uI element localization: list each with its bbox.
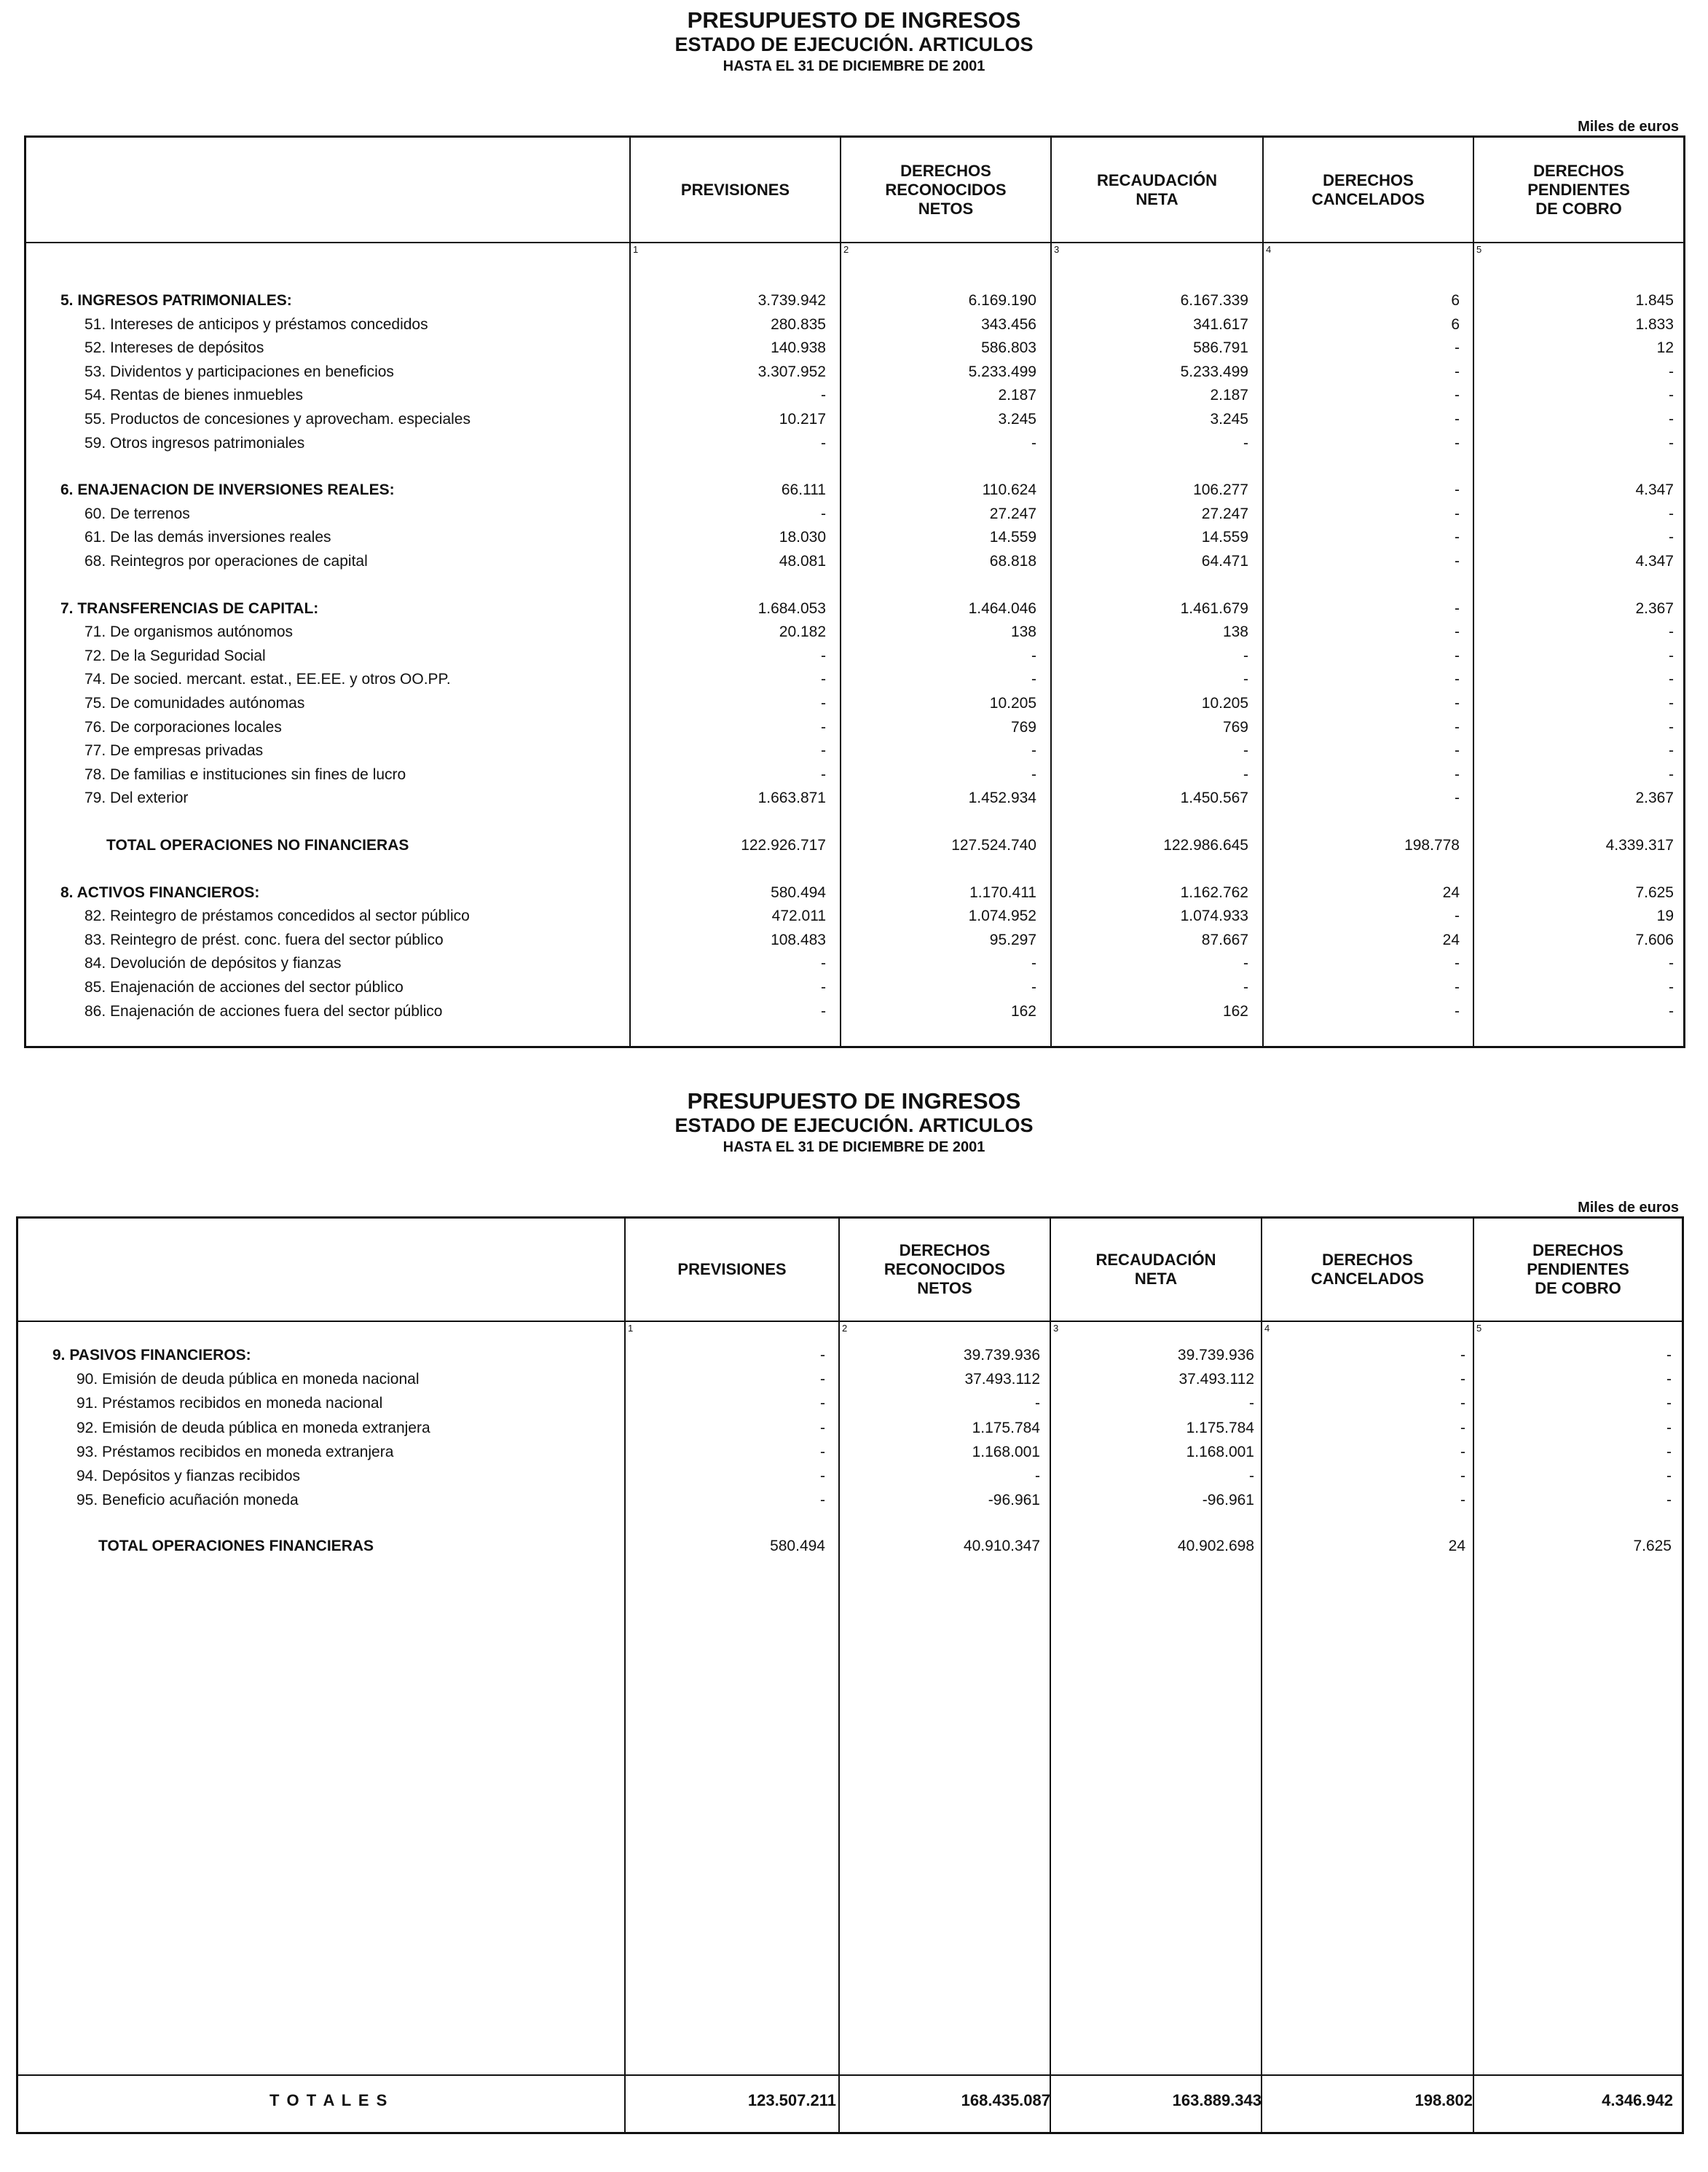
row-value-col-5: - bbox=[1669, 742, 1674, 760]
totals-previsiones: 123.507.211 bbox=[747, 2091, 836, 2109]
row-value-col-5: - bbox=[1666, 1419, 1672, 1436]
row-value-col-1: 140.938 bbox=[771, 339, 826, 357]
row-label: 74. De socied. mercant. estat., EE.EE. y otros OO.PP. bbox=[84, 671, 451, 688]
table-row bbox=[26, 739, 1683, 763]
row-value-col-5: - bbox=[1669, 434, 1674, 452]
table-row bbox=[26, 526, 1683, 549]
row-value-col-5: - bbox=[1669, 387, 1674, 404]
row-value-col-5: - bbox=[1666, 1395, 1672, 1412]
row-value-col-1: 122.926.717 bbox=[741, 837, 826, 854]
row-label: 72. De la Seguridad Social bbox=[84, 647, 266, 664]
row-label: 85. Enajenación de acciones del sector público bbox=[84, 979, 404, 996]
row-value-col-2: - bbox=[1031, 434, 1036, 452]
row-value-col-3: 1.175.784 bbox=[1186, 1419, 1254, 1436]
row-value-col-3: - bbox=[1243, 955, 1248, 972]
row-value-col-5: - bbox=[1669, 766, 1674, 783]
table-row bbox=[18, 1441, 1682, 1464]
row-value-col-4: - bbox=[1455, 647, 1460, 664]
row-value-col-2: 6.169.190 bbox=[968, 292, 1036, 309]
row-value-col-3: - bbox=[1243, 979, 1248, 996]
row-value-col-4: - bbox=[1455, 481, 1460, 499]
row-label: 5. INGRESOS PATRIMONIALES: bbox=[60, 292, 292, 309]
row-value-col-2: 1.452.934 bbox=[968, 790, 1036, 807]
row-value-col-3: 87.667 bbox=[1201, 931, 1248, 948]
row-value-col-2: 586.803 bbox=[981, 339, 1036, 357]
table-row bbox=[26, 787, 1683, 810]
row-value-col-5: 1.833 bbox=[1635, 315, 1674, 333]
row-label: 83. Reintegro de prést. conc. fuera del sector público bbox=[84, 931, 444, 948]
row-value-col-4: - bbox=[1455, 505, 1460, 522]
row-value-col-3: - bbox=[1249, 1395, 1254, 1412]
row-value-col-5: - bbox=[1669, 695, 1674, 712]
row-value-col-3: 1.074.933 bbox=[1180, 908, 1248, 925]
row-value-col-1: 472.011 bbox=[771, 908, 826, 925]
table-row bbox=[26, 1000, 1683, 1023]
row-value-col-4: - bbox=[1455, 434, 1460, 452]
row-value-col-1: - bbox=[820, 1419, 825, 1436]
row-value-col-3: - bbox=[1243, 434, 1248, 452]
report-title: PRESUPUESTO DE INGRESOS bbox=[687, 1088, 1021, 1114]
row-value-col-2: - bbox=[1031, 647, 1036, 664]
row-value-col-4: - bbox=[1455, 979, 1460, 996]
row-value-col-3: 1.450.567 bbox=[1180, 790, 1248, 807]
row-label: 68. Reintegros por operaciones de capital bbox=[84, 553, 368, 570]
row-value-col-2: 1.168.001 bbox=[972, 1443, 1040, 1460]
row-value-col-5: - bbox=[1669, 411, 1674, 428]
row-value-col-5: 4.347 bbox=[1635, 553, 1674, 570]
row-value-col-1: 280.835 bbox=[771, 315, 826, 333]
row-value-col-4: - bbox=[1455, 529, 1460, 546]
row-value-col-4: - bbox=[1455, 908, 1460, 925]
row-value-col-3: 64.471 bbox=[1201, 553, 1248, 570]
row-value-col-2: 10.205 bbox=[989, 695, 1036, 712]
row-value-col-4: - bbox=[1455, 339, 1460, 357]
header-divider bbox=[18, 1321, 1682, 1322]
column-header-derechos-reconocidos: DERECHOS RECONOCIDOS NETOS bbox=[883, 1241, 1006, 1297]
row-value-col-1: - bbox=[821, 695, 826, 712]
table-row bbox=[18, 1392, 1682, 1415]
column-header-previsiones: PREVISIONES bbox=[680, 180, 790, 199]
row-value-col-1: - bbox=[821, 718, 826, 736]
column-number: 4 bbox=[1266, 244, 1272, 255]
row-value-col-5: - bbox=[1669, 1002, 1674, 1020]
table-row bbox=[26, 384, 1683, 407]
column-number: 5 bbox=[1476, 1323, 1482, 1334]
row-label: 53. Dividentos y participaciones en beneficios bbox=[84, 363, 394, 380]
row-value-col-4: 24 bbox=[1442, 884, 1460, 901]
row-value-col-2: 1.170.411 bbox=[969, 884, 1036, 901]
row-value-col-3: - bbox=[1243, 671, 1248, 688]
row-label: 82. Reintegro de préstamos concedidos al sector público bbox=[84, 908, 470, 925]
row-value-col-5: - bbox=[1669, 671, 1674, 688]
table-row bbox=[26, 976, 1683, 999]
row-value-col-1: 580.494 bbox=[770, 1538, 825, 1555]
row-value-col-3: 1.162.762 bbox=[1180, 884, 1248, 901]
row-value-col-3: 37.493.112 bbox=[1178, 1371, 1254, 1388]
row-label: 86. Enajenación de acciones fuera del sector público bbox=[84, 1002, 443, 1020]
row-value-col-3: 162 bbox=[1222, 1002, 1248, 1020]
row-value-col-1: - bbox=[821, 766, 826, 783]
row-label: 95. Beneficio acuñación moneda bbox=[76, 1492, 299, 1509]
row-value-col-5: - bbox=[1669, 647, 1674, 664]
row-value-col-4: - bbox=[1455, 363, 1460, 380]
subtotal-row bbox=[26, 834, 1683, 857]
row-value-col-5: - bbox=[1669, 623, 1674, 641]
row-value-col-1: 580.494 bbox=[771, 884, 826, 901]
row-value-col-2: - bbox=[1035, 1468, 1040, 1484]
row-value-col-2: 5.233.499 bbox=[968, 363, 1036, 380]
table-row bbox=[26, 550, 1683, 573]
row-value-col-2: 2.187 bbox=[998, 387, 1036, 404]
report-date: HASTA EL 31 DE DICIEMBRE DE 2001 bbox=[723, 58, 985, 74]
row-value-col-3: 1.461.679 bbox=[1180, 599, 1248, 617]
row-value-col-2: 27.247 bbox=[989, 505, 1036, 522]
row-value-col-1: - bbox=[820, 1347, 825, 1364]
ledger-table bbox=[16, 1216, 1684, 2134]
row-value-col-2: - bbox=[1031, 955, 1036, 972]
report-subtitle: ESTADO DE EJECUCIÓN. ARTICULOS bbox=[674, 34, 1034, 55]
totals-derechos-cancelados: 198.802 bbox=[1414, 2091, 1473, 2109]
section-row bbox=[26, 479, 1683, 502]
row-value-col-2: -96.961 bbox=[988, 1492, 1040, 1509]
row-label: 84. Devolución de depósitos y fianzas bbox=[84, 955, 342, 972]
row-value-col-5: 4.347 bbox=[1635, 481, 1674, 499]
row-value-col-3: 5.233.499 bbox=[1180, 363, 1248, 380]
table-row bbox=[18, 1465, 1682, 1488]
row-value-col-3: - bbox=[1243, 766, 1248, 783]
row-value-col-5: - bbox=[1669, 955, 1674, 972]
table-row bbox=[26, 929, 1683, 952]
row-value-col-1: - bbox=[821, 955, 826, 972]
row-value-col-4: - bbox=[1455, 671, 1460, 688]
row-value-col-3: 341.617 bbox=[1193, 315, 1248, 333]
row-value-col-4: 198.778 bbox=[1404, 837, 1460, 854]
row-value-col-1: 108.483 bbox=[771, 931, 826, 948]
row-value-col-5: 19 bbox=[1656, 908, 1674, 925]
column-number: 4 bbox=[1264, 1323, 1270, 1334]
row-value-col-1: - bbox=[821, 387, 826, 404]
row-value-col-4: - bbox=[1455, 623, 1460, 641]
row-value-col-4: - bbox=[1455, 695, 1460, 712]
row-value-col-4: - bbox=[1460, 1347, 1465, 1364]
row-value-col-3: 2.187 bbox=[1210, 387, 1248, 404]
column-header-derechos-pendientes: DERECHOS PENDIENTES DE COBRO bbox=[1527, 161, 1630, 218]
column-number: 3 bbox=[1053, 1323, 1059, 1334]
table-row bbox=[26, 692, 1683, 715]
row-value-col-3: -96.961 bbox=[1202, 1492, 1254, 1509]
row-value-col-1: - bbox=[820, 1371, 825, 1388]
section-row bbox=[26, 289, 1683, 312]
row-value-col-4: - bbox=[1460, 1395, 1465, 1412]
row-value-col-2: 1.464.046 bbox=[968, 599, 1036, 617]
report-subtitle: ESTADO DE EJECUCIÓN. ARTICULOS bbox=[674, 1114, 1034, 1136]
row-value-col-4: - bbox=[1460, 1443, 1465, 1460]
row-value-col-1: 18.030 bbox=[779, 529, 826, 546]
column-header-derechos-cancelados: DERECHOS CANCELADOS bbox=[1310, 1251, 1425, 1288]
row-value-col-1: - bbox=[821, 647, 826, 664]
table-row bbox=[18, 1368, 1682, 1391]
row-value-col-5: - bbox=[1669, 718, 1674, 736]
row-value-col-3: 10.205 bbox=[1201, 695, 1248, 712]
row-label: 76. De corporaciones locales bbox=[84, 718, 282, 736]
row-value-col-1: - bbox=[820, 1468, 825, 1484]
table-row bbox=[26, 408, 1683, 431]
row-value-col-4: - bbox=[1460, 1492, 1465, 1509]
row-value-col-5: - bbox=[1669, 529, 1674, 546]
row-label: 8. ACTIVOS FINANCIEROS: bbox=[60, 884, 260, 901]
row-label: 7. TRANSFERENCIAS DE CAPITAL: bbox=[60, 599, 319, 617]
row-label: 55. Productos de concesiones y aprovecham. especiales bbox=[84, 411, 471, 428]
row-value-col-1: 48.081 bbox=[779, 553, 826, 570]
row-value-col-4: - bbox=[1455, 742, 1460, 760]
row-value-col-1: - bbox=[820, 1492, 825, 1509]
row-value-col-2: 39.739.936 bbox=[963, 1347, 1040, 1364]
table-row bbox=[26, 668, 1683, 691]
row-value-col-1: 1.684.053 bbox=[757, 599, 826, 617]
row-label: 61. De las demás inversiones reales bbox=[84, 529, 331, 546]
row-value-col-2: - bbox=[1031, 742, 1036, 760]
column-number: 1 bbox=[628, 1323, 634, 1334]
row-label: 51. Intereses de anticipos y préstamos concedidos bbox=[84, 315, 428, 333]
totals-recaudacion: 163.889.343 bbox=[1172, 2091, 1262, 2109]
row-value-col-2: 3.245 bbox=[998, 411, 1036, 428]
column-number: 5 bbox=[1476, 244, 1482, 255]
row-value-col-2: 14.559 bbox=[989, 529, 1036, 546]
column-header-derechos-reconocidos: DERECHOS RECONOCIDOS NETOS bbox=[885, 161, 1007, 218]
row-value-col-1: 66.111 bbox=[781, 481, 826, 499]
row-value-col-5: - bbox=[1669, 979, 1674, 996]
row-label: 91. Préstamos recibidos en moneda nacional bbox=[76, 1395, 383, 1412]
row-label: 79. Del exterior bbox=[84, 790, 189, 807]
column-number: 2 bbox=[843, 244, 849, 255]
row-value-col-2: 769 bbox=[1010, 718, 1036, 736]
row-value-col-5: 12 bbox=[1656, 339, 1674, 357]
row-label: 9. PASIVOS FINANCIEROS: bbox=[52, 1347, 251, 1364]
row-value-col-5: 7.606 bbox=[1635, 931, 1674, 948]
row-value-col-1: - bbox=[821, 1002, 826, 1020]
table-row bbox=[26, 337, 1683, 360]
row-value-col-5: - bbox=[1666, 1492, 1672, 1509]
row-value-col-5: - bbox=[1666, 1347, 1672, 1364]
subtotal-row bbox=[18, 1535, 1682, 1558]
row-value-col-1: - bbox=[821, 742, 826, 760]
table-row bbox=[26, 503, 1683, 526]
row-value-col-5: - bbox=[1669, 505, 1674, 522]
table-row bbox=[26, 621, 1683, 644]
row-value-col-2: 37.493.112 bbox=[964, 1371, 1040, 1388]
row-value-col-5: - bbox=[1666, 1371, 1672, 1388]
row-label: 78. De familias e instituciones sin fines de lucro bbox=[84, 766, 406, 783]
row-value-col-4: - bbox=[1455, 599, 1460, 617]
totals-derechos-pendientes: 4.346.942 bbox=[1602, 2091, 1673, 2109]
row-value-col-5: - bbox=[1669, 363, 1674, 380]
row-value-col-1: - bbox=[820, 1395, 825, 1412]
row-value-col-3: 14.559 bbox=[1201, 529, 1248, 546]
row-value-col-4: - bbox=[1460, 1371, 1465, 1388]
row-value-col-3: 39.739.936 bbox=[1177, 1347, 1254, 1364]
row-label: 59. Otros ingresos patrimoniales bbox=[84, 434, 305, 452]
column-header-derechos-cancelados: DERECHOS CANCELADOS bbox=[1311, 170, 1425, 208]
column-number: 2 bbox=[842, 1323, 848, 1334]
column-header-recaudacion: RECAUDACIÓN NETA bbox=[1097, 170, 1217, 208]
row-value-col-5: 1.845 bbox=[1635, 292, 1674, 309]
row-value-col-2: 68.818 bbox=[989, 553, 1036, 570]
row-value-col-5: 2.367 bbox=[1635, 599, 1674, 617]
row-value-col-5: 7.625 bbox=[1633, 1538, 1672, 1555]
row-value-col-2: 127.524.740 bbox=[951, 837, 1036, 854]
row-value-col-4: - bbox=[1455, 955, 1460, 972]
section-row bbox=[26, 881, 1683, 905]
units-label: Miles de euros bbox=[1578, 1200, 1679, 1216]
row-value-col-2: - bbox=[1031, 766, 1036, 783]
row-label: 71. De organismos autónomos bbox=[84, 623, 293, 641]
column-header-previsiones: PREVISIONES bbox=[677, 1260, 787, 1278]
totals-label: T O T A L E S bbox=[269, 2091, 389, 2109]
row-value-col-1: - bbox=[821, 505, 826, 522]
row-value-col-4: - bbox=[1455, 1002, 1460, 1020]
row-value-col-4: 6 bbox=[1451, 315, 1460, 333]
row-value-col-1: 20.182 bbox=[779, 623, 826, 641]
row-value-col-3: 138 bbox=[1222, 623, 1248, 641]
row-label: 52. Intereses de depósitos bbox=[84, 339, 264, 357]
row-value-col-4: - bbox=[1455, 553, 1460, 570]
row-value-col-4: - bbox=[1455, 387, 1460, 404]
table-row bbox=[26, 716, 1683, 739]
row-value-col-2: 1.074.952 bbox=[968, 908, 1036, 925]
row-value-col-3: 122.986.645 bbox=[1163, 837, 1248, 854]
row-value-col-1: 3.739.942 bbox=[757, 292, 826, 309]
row-value-col-3: 106.277 bbox=[1193, 481, 1248, 499]
row-label: 92. Emisión de deuda pública en moneda extranjera bbox=[76, 1419, 430, 1436]
row-label: 77. De empresas privadas bbox=[84, 742, 264, 760]
totals-divider bbox=[18, 2074, 1682, 2076]
row-value-col-2: 138 bbox=[1010, 623, 1036, 641]
row-value-col-3: - bbox=[1243, 742, 1248, 760]
row-value-col-4: - bbox=[1460, 1419, 1465, 1436]
row-value-col-1: - bbox=[820, 1443, 825, 1460]
row-value-col-3: 40.902.698 bbox=[1177, 1538, 1254, 1555]
row-value-col-1: - bbox=[821, 979, 826, 996]
row-value-col-3: 769 bbox=[1222, 718, 1248, 736]
row-value-col-2: 40.910.347 bbox=[963, 1538, 1040, 1555]
row-value-col-4: 6 bbox=[1451, 292, 1460, 309]
row-label: TOTAL OPERACIONES FINANCIERAS bbox=[98, 1538, 374, 1555]
table-row bbox=[26, 313, 1683, 337]
row-value-col-5: 2.367 bbox=[1635, 790, 1674, 807]
row-value-col-3: 3.245 bbox=[1210, 411, 1248, 428]
row-value-col-4: - bbox=[1455, 718, 1460, 736]
row-value-col-1: - bbox=[821, 434, 826, 452]
row-value-col-4: - bbox=[1455, 766, 1460, 783]
row-value-col-2: - bbox=[1031, 671, 1036, 688]
row-value-col-1: 3.307.952 bbox=[757, 363, 826, 380]
row-label: 90. Emisión de deuda pública en moneda nacional bbox=[76, 1371, 420, 1388]
row-value-col-4: - bbox=[1455, 411, 1460, 428]
table-row bbox=[26, 432, 1683, 455]
row-value-col-4: 24 bbox=[1442, 931, 1460, 948]
row-label: TOTAL OPERACIONES NO FINANCIERAS bbox=[106, 837, 409, 854]
row-value-col-5: 4.339.317 bbox=[1605, 837, 1674, 854]
column-header-derechos-pendientes: DERECHOS PENDIENTES DE COBRO bbox=[1527, 1241, 1629, 1297]
table-row bbox=[18, 1417, 1682, 1440]
table-row bbox=[26, 763, 1683, 787]
row-label: 60. De terrenos bbox=[84, 505, 190, 522]
row-value-col-5: 7.625 bbox=[1635, 884, 1674, 901]
row-value-col-2: 1.175.784 bbox=[972, 1419, 1040, 1436]
row-value-col-4: 24 bbox=[1448, 1538, 1465, 1555]
row-value-col-1: 10.217 bbox=[779, 411, 826, 428]
ledger-table bbox=[24, 135, 1685, 1048]
table-row bbox=[26, 905, 1683, 928]
table-row bbox=[18, 1489, 1682, 1512]
report-date: HASTA EL 31 DE DICIEMBRE DE 2001 bbox=[723, 1139, 985, 1155]
row-value-col-3: - bbox=[1243, 647, 1248, 664]
row-value-col-5: - bbox=[1666, 1443, 1672, 1460]
table-row bbox=[26, 952, 1683, 975]
totals-derechos-reconocidos: 168.435.087 bbox=[961, 2091, 1050, 2109]
row-label: 94. Depósitos y fianzas recibidos bbox=[76, 1468, 300, 1484]
row-label: 93. Préstamos recibidos en moneda extranjera bbox=[76, 1443, 394, 1460]
row-value-col-3: 586.791 bbox=[1193, 339, 1248, 357]
row-value-col-3: 27.247 bbox=[1201, 505, 1248, 522]
row-label: 75. De comunidades autónomas bbox=[84, 695, 305, 712]
row-value-col-2: 343.456 bbox=[981, 315, 1036, 333]
row-value-col-2: 110.624 bbox=[982, 481, 1036, 499]
report-title: PRESUPUESTO DE INGRESOS bbox=[687, 7, 1021, 33]
section-row bbox=[18, 1344, 1682, 1367]
section-row bbox=[26, 597, 1683, 621]
table-row bbox=[26, 361, 1683, 384]
row-value-col-1: 1.663.871 bbox=[757, 790, 826, 807]
row-label: 54. Rentas de bienes inmuebles bbox=[84, 387, 304, 404]
column-number: 3 bbox=[1054, 244, 1060, 255]
header-divider bbox=[26, 242, 1683, 243]
row-value-col-4: - bbox=[1460, 1468, 1465, 1484]
row-value-col-2: 95.297 bbox=[989, 931, 1036, 948]
row-value-col-1: - bbox=[821, 671, 826, 688]
table-row bbox=[26, 645, 1683, 668]
row-value-col-2: 162 bbox=[1010, 1002, 1036, 1020]
row-value-col-3: - bbox=[1249, 1468, 1254, 1484]
column-number: 1 bbox=[633, 244, 639, 255]
row-value-col-2: - bbox=[1031, 979, 1036, 996]
column-header-recaudacion: RECAUDACIÓN NETA bbox=[1095, 1251, 1216, 1288]
row-value-col-2: - bbox=[1035, 1395, 1040, 1412]
row-value-col-3: 6.167.339 bbox=[1180, 292, 1248, 309]
row-value-col-3: 1.168.001 bbox=[1186, 1443, 1254, 1460]
units-label: Miles de euros bbox=[1578, 119, 1679, 135]
row-value-col-5: - bbox=[1666, 1468, 1672, 1484]
row-value-col-4: - bbox=[1455, 790, 1460, 807]
row-label: 6. ENAJENACION DE INVERSIONES REALES: bbox=[60, 481, 395, 499]
